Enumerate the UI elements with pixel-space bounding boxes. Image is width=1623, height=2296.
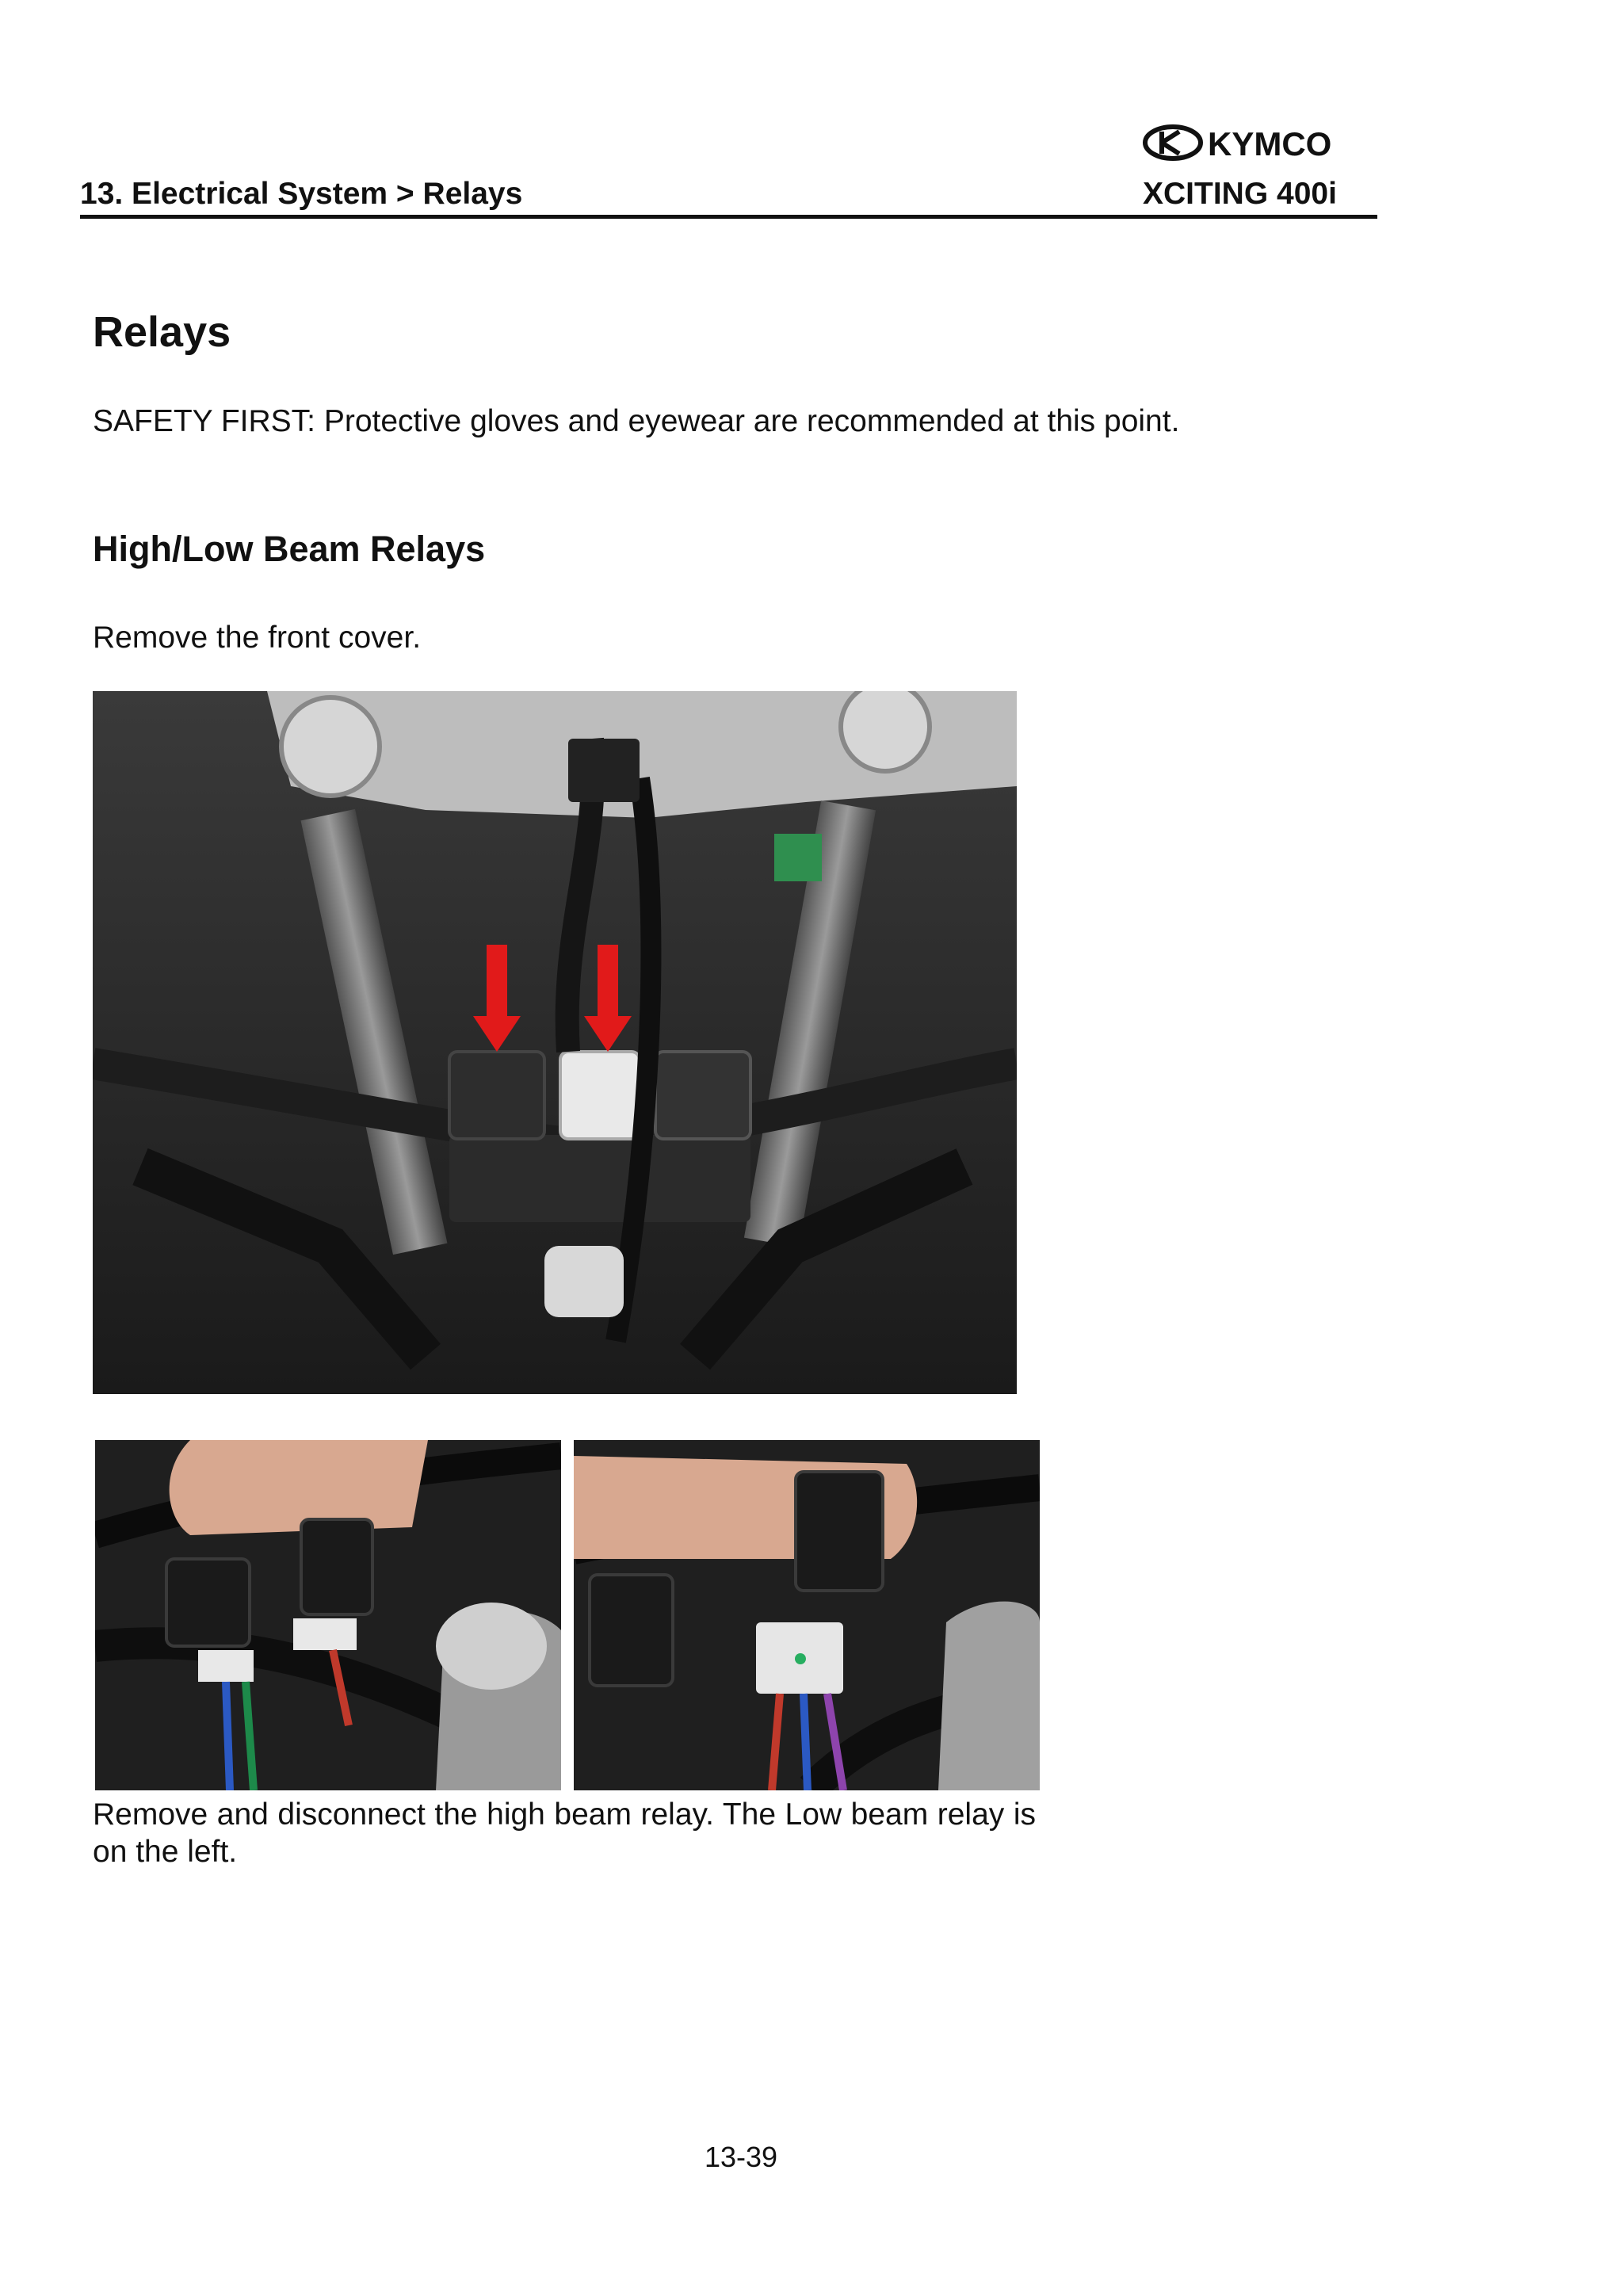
model-name: XCITING 400i [1143,177,1337,211]
relay-removal-photo-left [95,1440,561,1790]
page-title: Relays [93,308,231,356]
brand-wordmark: KYMCO [1208,125,1332,162]
safety-note: SAFETY FIRST: Protective gloves and eyewear are recommended at this point. [93,404,1180,438]
header-rule [80,215,1377,219]
section-title: High/Low Beam Relays [93,529,486,569]
breadcrumb: 13. Electrical System > Relays [80,177,523,211]
kymco-logo-icon [1143,124,1361,162]
relay-location-photo [93,691,1017,1394]
relay-removal-photo-right [574,1440,1040,1790]
page-number: 13-39 [704,2141,778,2173]
photo-caption: Remove and disconnect the high beam relay. The Low beam relay is on the left. [93,1797,1036,1869]
step-instruction: Remove the front cover. [93,621,422,655]
